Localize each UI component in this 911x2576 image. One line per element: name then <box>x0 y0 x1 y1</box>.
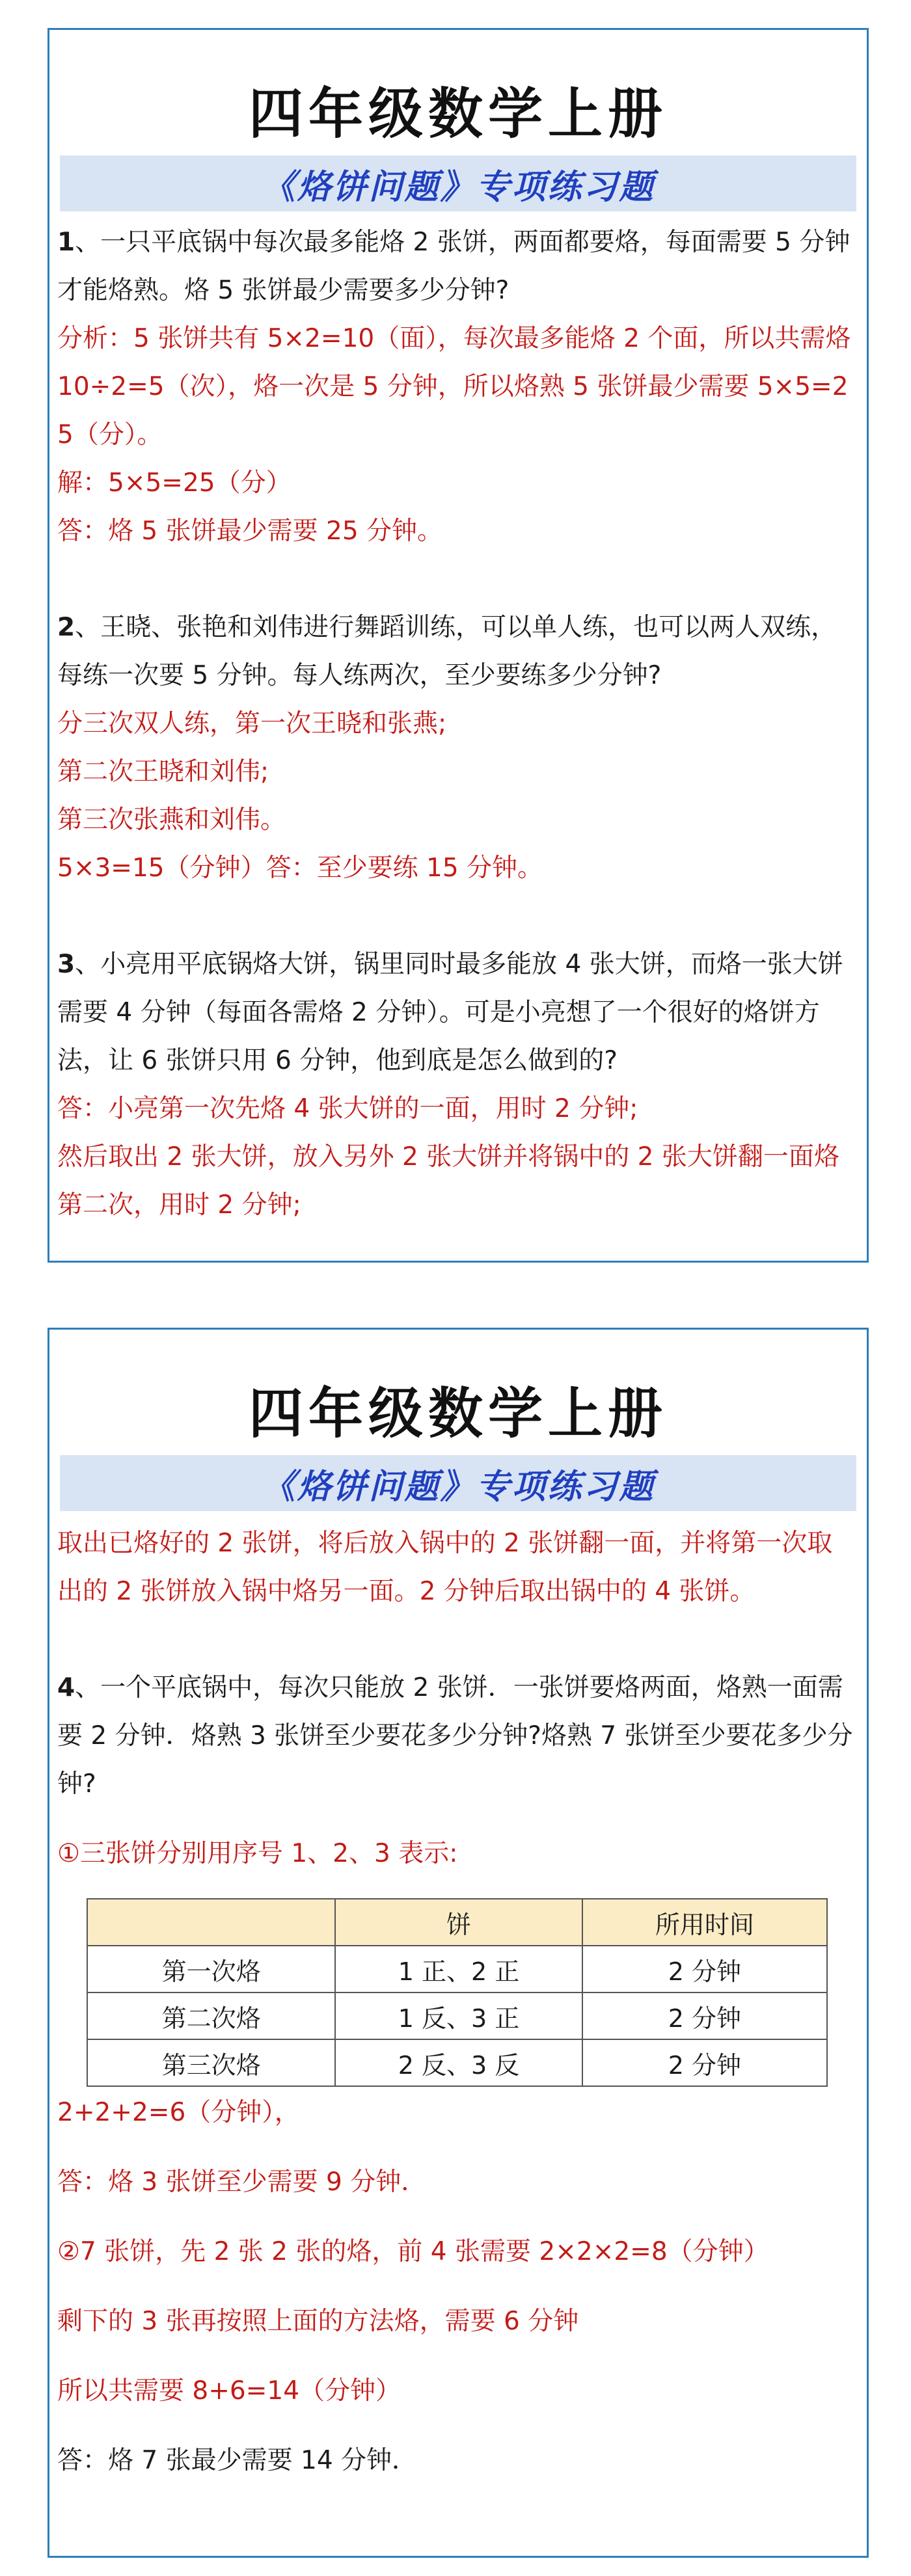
question-3-text: 、小亮用平底锅烙大饼，锅里同时最多能放 4 张大饼，而烙一张大饼需要 4 分钟（每面各需烙 2 分钟）。可是小亮想了一个很好的烙饼方法，让 6 张饼只用 6 分钟，他到底是怎么做到的? <box>57 950 843 1075</box>
question-4 <box>57 1664 856 1808</box>
table-cell: 2 反、3 反 <box>335 2039 582 2086</box>
spacer <box>57 892 856 941</box>
question-3-number: 3 <box>57 950 75 979</box>
worksheet-page-2 <box>48 1328 869 2558</box>
question-1-number: 1 <box>57 228 75 257</box>
table-header-cell <box>87 1899 335 1946</box>
question-1-answer: 答：烙 5 张饼最少需要 25 分钟。 <box>57 517 443 546</box>
question-4-text: 、一个平底锅中，每次只能放 2 张饼．一张饼要烙两面，烙熟一面需要 2 分钟．烙熟 3 张饼至少要花多少分钟?烙熟 7 张饼至少要花多少分钟? <box>57 1673 853 1799</box>
question-3-answer-line-2: 然后取出 2 张大饼，放入另外 2 张大饼并将锅中的 2 张大饼翻一面烙第二次，用时 2 分钟; <box>57 1142 839 1220</box>
page-subtitle: 《烙饼问题》专项练习题 <box>261 1466 655 1507</box>
table-header-row <box>87 1899 827 1946</box>
spacer <box>57 2276 856 2298</box>
question-2-number: 2 <box>57 613 75 642</box>
question-4-number: 4 <box>57 1673 75 1702</box>
table-cell: 1 正、2 正 <box>335 1946 582 1992</box>
question-3-continuation: 取出已烙好的 2 张饼，将后放入锅中的 2 张饼翻一面，并将第一次取出的 2 张饼放入锅中烙另一面。2 分钟后取出锅中的 4 张饼。 <box>57 1529 833 1606</box>
question-2 <box>57 604 856 700</box>
question-4-calc-1: 2+2+2=6（分钟）， <box>57 2098 300 2127</box>
page-subtitle: 《烙饼问题》专项练习题 <box>261 167 655 207</box>
table-cell: 2 分钟 <box>582 1946 827 1992</box>
table-cell: 第三次烙 <box>87 2039 335 2086</box>
question-1-text: 、一只平底锅中每次最多能烙 2 张饼，两面都要烙，每面需要 5 分钟才能烙熟。烙 5 张饼最少需要多少分钟? <box>57 228 850 305</box>
question-4-answer-2: 答：烙 7 张最少需要 14 分钟． <box>57 2446 418 2475</box>
spacer <box>57 2137 856 2158</box>
question-4-part-2: ②7 张饼，先 2 张 2 张的烙，前 4 张需要 2×2×2=8（分钟） <box>57 2237 769 2266</box>
spacer <box>57 556 856 604</box>
table-row <box>87 1946 827 1992</box>
spacer <box>57 2415 856 2437</box>
spacer <box>57 2207 856 2228</box>
question-1-solution: 解：5×5=25（分） <box>57 468 292 498</box>
question-1-analysis: 分析：5 张饼共有 5×2=10（面），每次最多能烙 2 个面，所以共需烙 10÷2=5（次），烙一次是 5 分钟，所以烙熟 5 张饼最少需要 5×5=25（分）。 <box>57 324 851 449</box>
question-2-answer-line-3: 第三次张燕和刘伟。 <box>57 805 286 835</box>
worksheet-page-1 <box>48 28 869 1263</box>
table-cell: 第二次烙 <box>87 1992 335 2039</box>
table-row <box>87 1992 827 2039</box>
question-4-part-2-line-3: 所以共需要 8+6=14（分钟） <box>57 2376 401 2406</box>
page-title: 四年级数学上册 <box>248 1381 668 1445</box>
subtitle-band <box>60 155 856 211</box>
baking-schedule-table <box>87 1898 828 2087</box>
question-2-answer-line-4: 5×3=15（分钟）答：至少要练 15 分钟。 <box>57 853 543 883</box>
table-cell: 2 分钟 <box>582 1992 827 2039</box>
page-2-content-top <box>57 1520 856 1878</box>
question-1 <box>57 219 856 315</box>
page-1-content <box>57 219 856 1229</box>
question-4-part-1-intro: ①三张饼分别用序号 1、2、3 表示: <box>57 1839 458 1868</box>
table-header-cell: 所用时间 <box>582 1899 827 1946</box>
table-header-cell: 饼 <box>335 1899 582 1946</box>
question-3 <box>57 941 856 1085</box>
question-2-text: 、王晓、张艳和刘伟进行舞蹈训练，可以单人练，也可以两人双练，每练一次要 5 分钟。每人练两次，至少要练多少分钟? <box>57 613 837 690</box>
question-2-answer-line-2: 第二次王晓和刘伟; <box>57 757 269 786</box>
page-title: 四年级数学上册 <box>248 81 668 146</box>
table-cell: 1 反、3 正 <box>335 1992 582 2039</box>
table-row <box>87 2039 827 2086</box>
spacer <box>57 1808 856 1830</box>
question-4-part-2-line-2: 剩下的 3 张再按照上面的方法烙，需要 6 分钟 <box>57 2307 579 2336</box>
page-2-content-bottom <box>57 2089 856 2485</box>
question-4-answer-1: 答：烙 3 张饼至少需要 9 分钟． <box>57 2167 427 2197</box>
question-3-answer-line-1: 答：小亮第一次先烙 4 张大饼的一面，用时 2 分钟; <box>57 1094 638 1123</box>
question-2-answer-line-1: 分三次双人练，第一次王晓和张燕; <box>57 709 447 738</box>
spacer <box>57 1616 856 1664</box>
table-cell: 第一次烙 <box>87 1946 335 1992</box>
subtitle-band <box>60 1455 856 1511</box>
table-cell: 2 分钟 <box>582 2039 827 2086</box>
spacer <box>57 2346 856 2367</box>
